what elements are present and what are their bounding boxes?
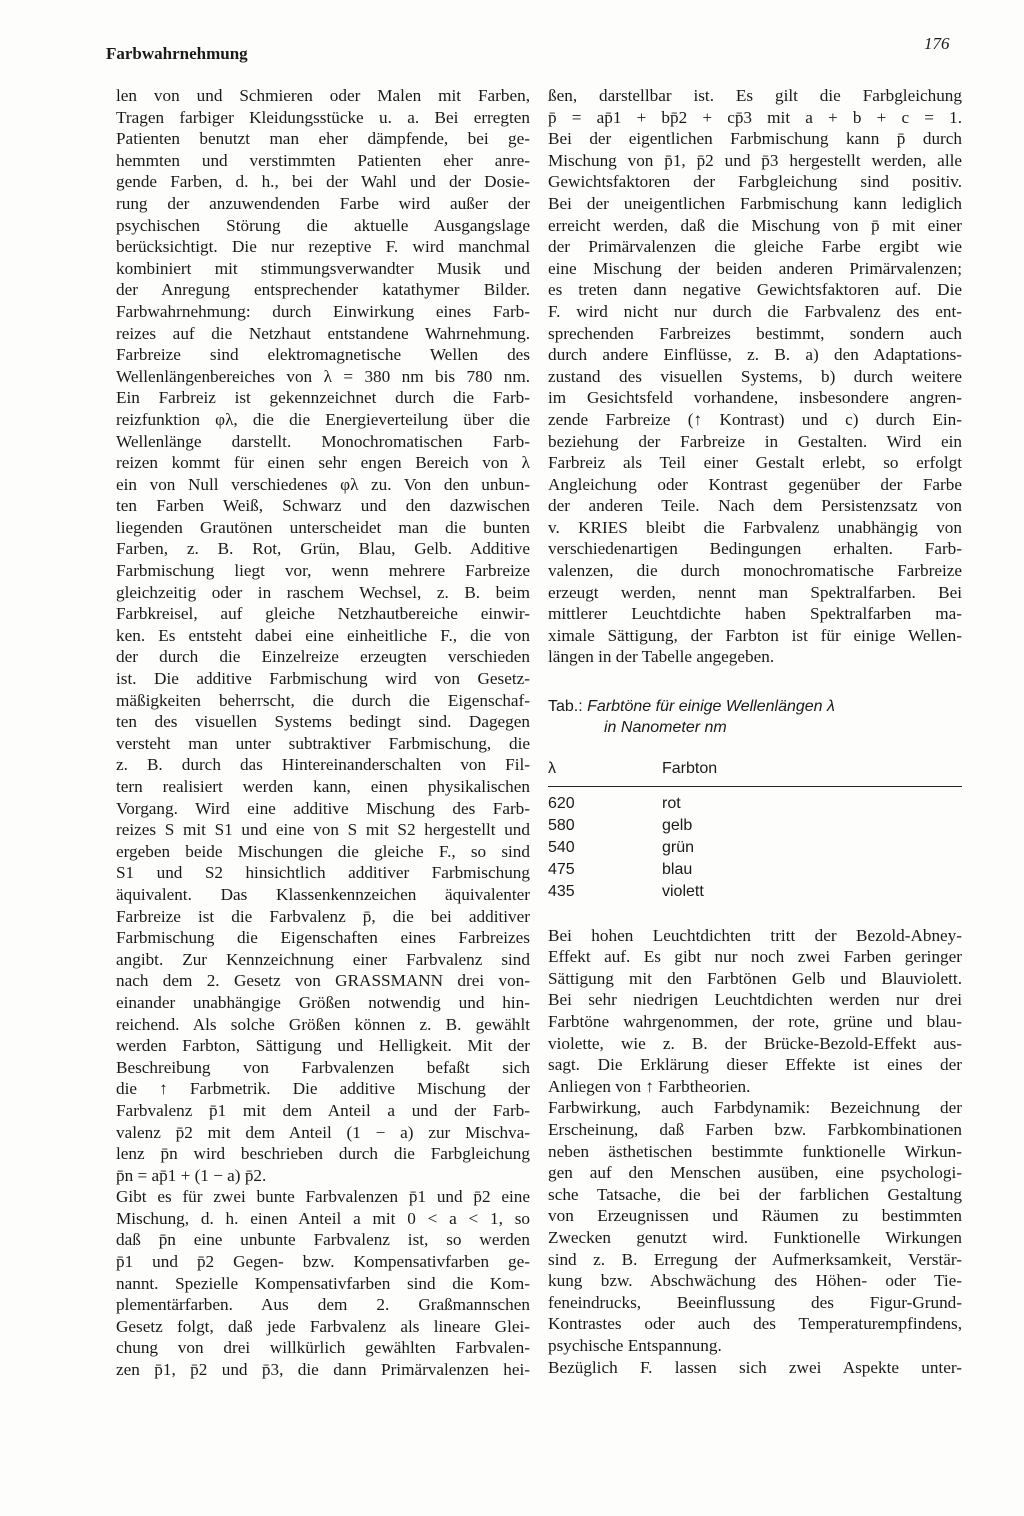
text-line: z. B. durch das Hintereinanderschalten von Fil- <box>116 755 530 775</box>
text-line: feneindrucks, Beeinflussung des Figur-Grund- <box>548 1292 962 1312</box>
text-line: kombiniert mit stimmungsverwandter Musik und <box>116 258 530 278</box>
text-line: Bei der eigentlichen Farbmischung kann p̄ durch <box>548 129 962 149</box>
text-line: Gewichtsfaktoren der Farbgleichung sind positiv. <box>548 172 962 192</box>
page-number: 176 <box>924 34 950 53</box>
text-line: Vorgang. Wird eine additive Mischung des Farb- <box>116 798 530 818</box>
text-line: Wellenlängenbereiches von λ = 380 nm bis 780 nm. <box>116 366 530 386</box>
text-line: reizes S mit S1 und eine von S mit S2 hergestellt und <box>116 820 530 840</box>
hue-cell: blau <box>662 860 693 878</box>
text-line: ein von Null verschiedenes φλ zu. Von den unbun- <box>116 474 530 494</box>
table-row <box>548 881 962 903</box>
table-caption-title: Farbtöne für einige Wellenlängen λ <box>587 698 835 716</box>
text-line: tern realisiert werden kann, einen physikalischen <box>116 777 530 796</box>
text-line: kung bzw. Abschwächung des Höhen- oder Tie- <box>548 1271 962 1291</box>
text-line: Kontrastes oder auch des Temperaturempfindens, <box>548 1314 962 1334</box>
text-line: neben ästhetischen bestimmte funktionelle Wirkun- <box>548 1141 962 1161</box>
text-line: ken. Es entsteht dabei eine einheitliche F., die von <box>116 625 530 645</box>
text-line: Patienten benutzt man eher dämpfende, bei ge- <box>116 129 530 149</box>
text-line: Bezüglich F. lassen sich zwei Aspekte unter- <box>548 1357 962 1377</box>
text-line: plementärfarben. Aus dem 2. Graßmannschen <box>116 1295 530 1315</box>
text-line: Anliegen von ↑ Farbtheorien. <box>548 1076 751 1096</box>
right-column-text-bottom <box>548 925 962 1378</box>
text-line: Bei der uneigentlichen Farbmischung kann lediglich <box>548 193 962 213</box>
text-line: Sättigung mit den Farbtönen Gelb und Blauviolett. <box>548 968 962 988</box>
table-row <box>548 815 962 837</box>
wavelength-cell: 540 <box>548 838 575 856</box>
table-caption <box>548 696 962 738</box>
text-line: beziehung der Farbreize in Gestalten. Wird ein <box>548 431 962 451</box>
text-line: Erscheinung, daß Farben bzw. Farbkombinationen <box>548 1119 962 1139</box>
text-line: psychische Entspannung. <box>548 1335 722 1355</box>
text-line: ten des visuellen Systems bedingt sind. Dagegen <box>116 712 530 732</box>
wavelength-cell: 620 <box>548 794 575 812</box>
text-line: reizen kommt für einen sehr engen Bereich von λ <box>116 453 530 473</box>
text-line: eine Mischung der beiden anderen Primärvalenzen; <box>548 258 962 278</box>
wavelength-cell: 435 <box>548 882 575 900</box>
text-line: die ↑ Farbmetrik. Die additive Mischung der <box>116 1079 530 1099</box>
text-line: reizfunktion φλ, die die Energieverteilung über die <box>116 409 530 429</box>
text-line: Gibt es für zwei bunte Farbvalenzen p̄1 und p̄2 eine <box>116 1187 530 1207</box>
text-line: p̄n = ap̄1 + (1 − a) p̄2. <box>116 1165 267 1185</box>
text-line: im Gesichtsfeld vorhandene, insbesondere angren- <box>548 388 962 408</box>
text-line: erreicht werden, daß die Mischung von p̄ mit einer <box>548 215 962 235</box>
text-line: S1 und S2 hinsichtlich additiver Farbmischung <box>116 863 530 883</box>
text-line: Mischung von p̄1, p̄2 und p̄3 hergestellt werden, alle <box>548 150 962 170</box>
text-line: ergeben beide Mischungen die gleiche F., so sind <box>116 841 530 861</box>
wavelength-cell: 475 <box>548 860 575 878</box>
hue-cell: gelb <box>662 816 693 834</box>
text-line: es treten dann negative Gewichtsfaktoren auf. Die <box>548 280 962 300</box>
text-line: zen p̄1, p̄2 und p̄3, die dann Primärvalenzen hei- <box>116 1360 530 1380</box>
text-line: längen in der Tabelle angegeben. <box>548 647 775 667</box>
text-line: reichend. Als solche Größen können z. B. gewählt <box>116 1014 530 1034</box>
text-line: F. wird nicht nur durch die Farbvalenz des ent- <box>548 301 962 321</box>
text-line: sagt. Die Erklärung dieser Effekte ist eines der <box>548 1055 962 1075</box>
text-line: Farbreize sind elektromagnetische Wellen des <box>116 345 530 365</box>
text-line: ximale Sättigung, der Farbton ist für einige Wellen- <box>548 625 962 645</box>
text-line: gleichzeitig oder in raschem Wechsel, z. B. beim <box>116 582 530 602</box>
text-line: nannt. Spezielle Kompensativfarben sind die Kom- <box>116 1273 530 1293</box>
column-header-hue: Farbton <box>662 754 962 786</box>
text-line: Wellenlänge darstellt. Monochromatischen Farb- <box>116 431 530 451</box>
text-line: Bei sehr niedrigen Leuchtdichten werden nur drei <box>548 990 962 1010</box>
running-head: Farbwahrnehmung <box>106 44 248 63</box>
text-line: angibt. Zur Kennzeichnung einer Farbvalenz sind <box>116 949 530 969</box>
text-line: Farbreiz als Teil einer Gestalt erlebt, so erfolgt <box>548 453 962 473</box>
table-caption-prefix: Tab.: <box>548 698 583 716</box>
text-line: chung von drei willkürlich gewählten Farbvalen- <box>116 1338 530 1358</box>
wavelength-cell: 580 <box>548 816 575 834</box>
text-line: der durch die Einzelreize erzeugten verschieden <box>116 647 530 667</box>
text-line: ßen, darstellbar ist. Es gilt die Farbgleichung <box>548 86 962 105</box>
table-row <box>548 859 962 881</box>
text-line: Farbmischung die Eigenschaften eines Farbreizes <box>116 928 530 948</box>
text-line: Farbmischung liegt vor, wenn mehrere Farbreize <box>116 561 530 581</box>
text-line: sche Tatsache, die bei der farblichen Gestaltung <box>548 1184 962 1204</box>
text-line: zustand des visuellen Systems, b) durch weitere <box>548 366 962 386</box>
text-line: Farben, z. B. Rot, Grün, Blau, Gelb. Additive <box>116 539 530 559</box>
text-line: p̄ = ap̄1 + bp̄2 + cp̄3 mit a + b + c = 1. <box>548 107 962 127</box>
text-line: Zwecken genutzt wird. Funktionelle Wirkungen <box>548 1227 962 1247</box>
text-line: Gesetz folgt, daß jede Farbvalenz als lineare Glei- <box>116 1316 530 1336</box>
text-line: valenz p̄2 mit dem Anteil (1 − a) zur Mischva- <box>116 1122 530 1142</box>
text-line: Farbwahrnehmung: durch Einwirkung eines Farb- <box>116 301 530 321</box>
text-line: mäßigkeiten beherrscht, die durch die Eigenschaf- <box>116 690 530 710</box>
left-column <box>116 85 530 1381</box>
text-line: Beschreibung von Farbvalenzen befaßt sich <box>116 1057 530 1077</box>
hue-cell: grün <box>662 838 695 856</box>
text-line: Farbkreisel, auf gleiche Netzhautbereiche einwir- <box>116 604 530 624</box>
text-line: mittlerer Leuchtdichte haben Spektralfarben ma- <box>548 604 962 624</box>
text-line: Ein Farbreiz ist gekennzeichnet durch die Farb- <box>116 388 530 408</box>
text-line: von Erzeugnissen und Räumen zu bestimmten <box>548 1206 962 1226</box>
text-line: einander unabhängige Größen notwendig und hin- <box>116 992 530 1012</box>
text-line: reizes auf die Netzhaut entstandene Wahrnehmung. <box>116 323 530 343</box>
text-line: werden Farbton, Sättigung und Helligkeit. Mit der <box>116 1036 530 1056</box>
text-line: Farbtöne wahrgenommen, der rote, grüne und blau- <box>548 1012 962 1031</box>
text-line: Farbwirkung, auch Farbdynamik: Bezeichnung der <box>548 1098 962 1118</box>
text-line: ist. Die additive Farbmischung wird von Gesetz- <box>116 669 530 689</box>
table-row <box>548 837 962 859</box>
text-line: violette, wie z. B. der Brücke-Bezold-Effekt aus- <box>548 1033 962 1053</box>
text-line: sind z. B. Erregung der Aufmerksamkeit, Verstär- <box>548 1249 962 1269</box>
text-line: der Anregung entsprechender katathymer Bilder. <box>116 280 530 300</box>
table-row <box>548 786 962 815</box>
text-line: rung der anzuwendenden Farbe wird außer der <box>116 193 530 213</box>
text-line: Angleichung oder Kontrast gegenüber der Farbe <box>548 474 962 494</box>
hue-cell: rot <box>662 794 681 812</box>
text-line: zende Farbreize (↑ Kontrast) und c) durch Ein- <box>548 409 962 429</box>
text-line: v. KRIES bleibt die Farbvalenz unabhängig von <box>548 517 962 537</box>
text-line: gende Farben, d. h., bei der Wahl und der Dosie- <box>116 172 530 192</box>
text-line: gen auf den Menschen ausüben, eine psychologi- <box>548 1163 962 1183</box>
wavelength-table <box>548 754 962 903</box>
text-line: psychischen Störung die aktuelle Ausgangslage <box>116 215 530 235</box>
text-line: Farbvalenz p̄1 mit dem Anteil a und der Farb- <box>116 1100 530 1120</box>
text-line: durch andere Einflüsse, z. B. a) den Adaptations- <box>548 345 962 365</box>
right-column <box>548 85 962 1378</box>
text-line: verschiedenartigen Bedingungen erhalten. Farb- <box>548 539 962 559</box>
text-line: sprechenden Farbreizes bestimmt, sondern auch <box>548 323 962 343</box>
text-line: Mischung, d. h. einen Anteil a mit 0 < a < 1, so <box>116 1208 530 1228</box>
text-line: liegenden Grautönen unterscheidet man die bunten <box>116 517 530 537</box>
text-line: äquivalent. Das Klassenkennzeichen äquivalenter <box>116 884 530 904</box>
text-line: ten Farben Weiß, Schwarz und den dazwischen <box>116 496 530 516</box>
text-line: Effekt auf. Es gibt nur noch zwei Farben geringer <box>548 947 962 967</box>
text-line: hemmten und verstimmten Patienten eher anre- <box>116 150 530 170</box>
text-line: der Primärvalenzen die gleiche Farbe ergibt wie <box>548 237 962 257</box>
text-line: len von und Schmieren oder Malen mit Farben, <box>116 86 530 105</box>
text-line: der anderen Teile. Nach dem Persistenzsatz von <box>548 496 962 516</box>
text-line: berücksichtigt. Die nur rezeptive F. wird manchmal <box>116 237 530 257</box>
text-line: Bei hohen Leuchtdichten tritt der Bezold-Abney- <box>548 925 962 945</box>
text-line: nach dem 2. Gesetz von GRASSMANN drei von- <box>116 971 530 991</box>
right-column-text-top <box>548 85 962 668</box>
text-line: Tragen farbiger Kleidungsstücke u. a. Bei erregten <box>116 107 530 127</box>
text-line: erzeugt werden, nennt man Spektralfarben. Bei <box>548 582 962 602</box>
table-caption-subtitle: in Nanometer nm <box>604 719 727 737</box>
hue-cell: violett <box>662 882 704 900</box>
column-header-wavelength: λ <box>548 754 662 786</box>
text-line: valenzen, die durch monochromatische Farbreize <box>548 561 962 581</box>
text-line: lenz p̄n wird beschrieben durch die Farbgleichung <box>116 1144 530 1164</box>
text-line: p̄1 und p̄2 Gegen- bzw. Kompensativfarben ge- <box>116 1252 530 1272</box>
text-line: Farbreize ist die Farbvalenz p̄, die bei additiver <box>116 906 530 926</box>
text-line: daß p̄n eine unbunte Farbvalenz ist, so werden <box>116 1230 530 1250</box>
text-line: versteht man unter subtraktiver Farbmischung, die <box>116 733 530 753</box>
